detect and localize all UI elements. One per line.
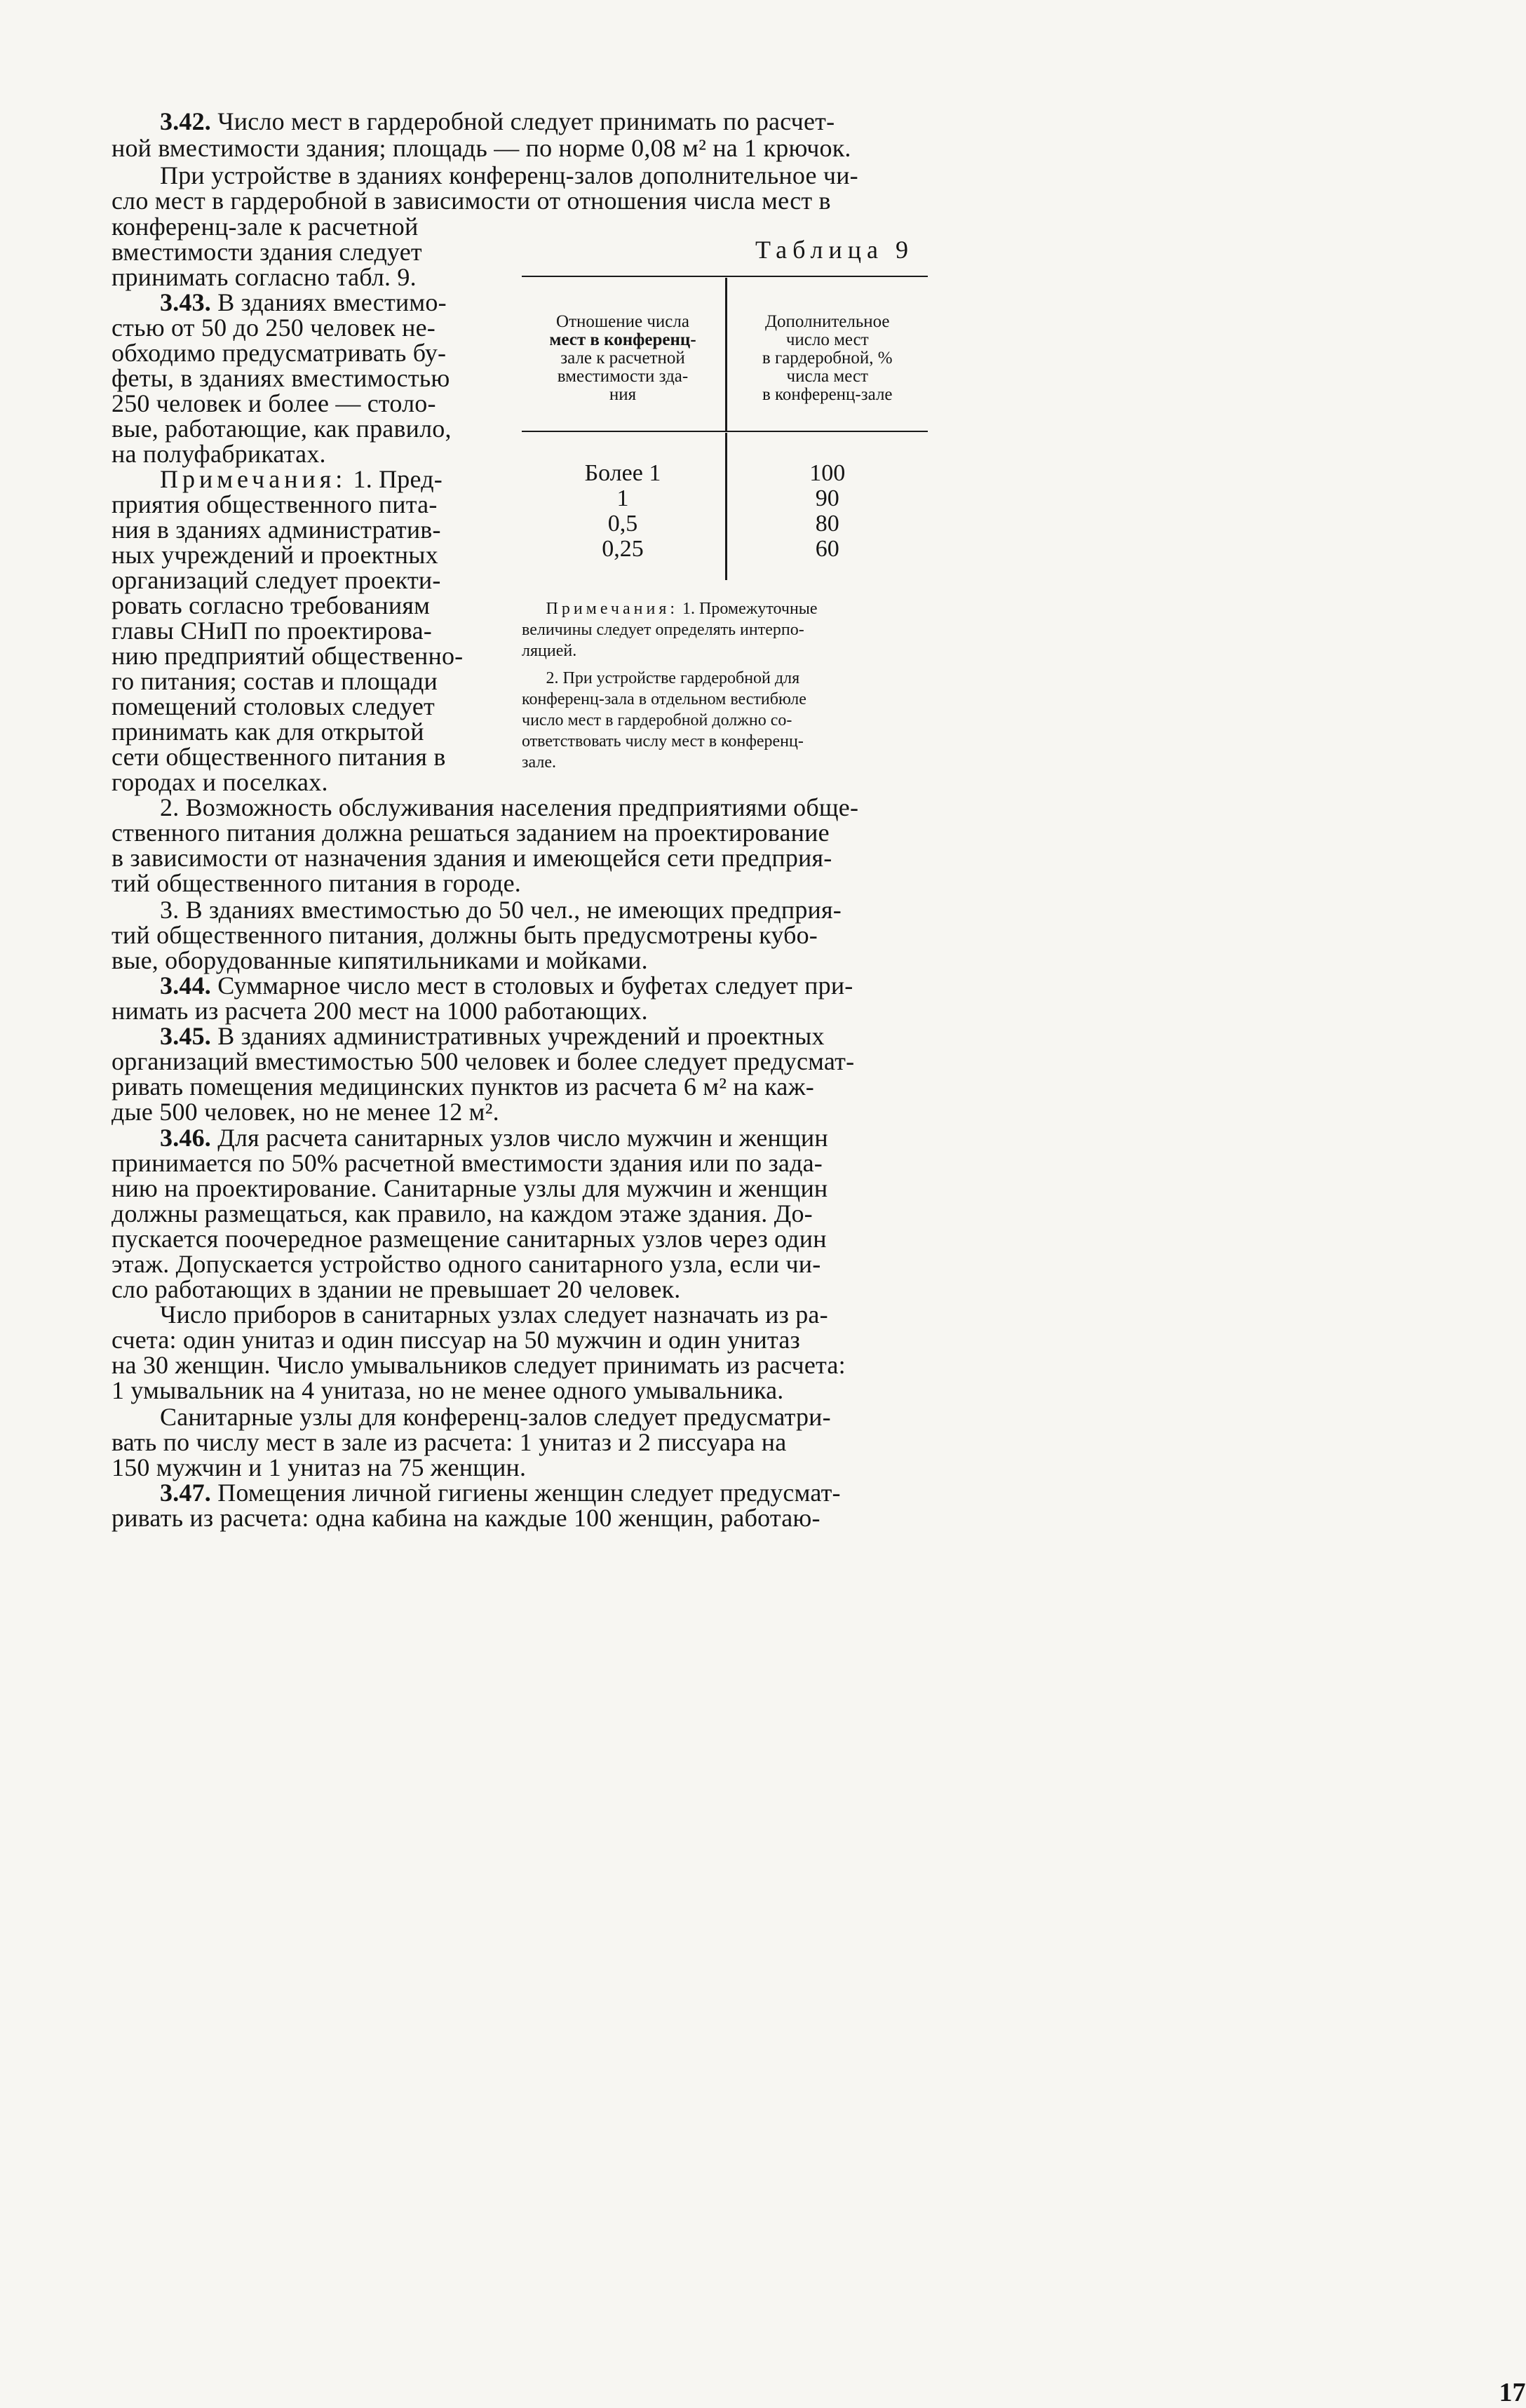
para-conference-line-3: конференц-зале к расчетной xyxy=(112,213,419,241)
para-3-43-line-6: вые, работающие, как правило, xyxy=(112,415,452,443)
para-3-45-line-1: 3.45. В зданиях административных учреждений и проектных xyxy=(160,1021,825,1050)
note-2-line-2: ственного питания должна решаться заданием на проектирование xyxy=(112,819,830,847)
table-row-3-extra: 80 xyxy=(815,511,839,537)
para-3-44-line-2: нимать из расчета 200 мест на 1000 работающих. xyxy=(112,996,648,1025)
para-3-47-line-1: 3.47. Помещения личной гигиены женщин следует предусмат- xyxy=(160,1478,841,1507)
para-3-46-line-6: этаж. Допускается устройство одного санитарного узла, если чи- xyxy=(112,1250,821,1278)
table-note-2-line-1: 2. При устройстве гардеробной для xyxy=(546,669,800,687)
para-3-43-line-7: на полуфабрикатах. xyxy=(112,440,326,468)
para-conference-line-2: сло мест в гардеробной в зависимости от отношения числа мест в xyxy=(112,186,831,215)
table-note-2-line-2: конференц-зала в отдельном вестибюле xyxy=(522,690,806,708)
table-row-1-extra: 100 xyxy=(809,460,846,486)
para-3-46-line-1: 3.46. Для расчета санитарных узлов число мужчин и женщин xyxy=(160,1124,828,1152)
para-devices-line-4: 1 умывальник на 4 унитаза, но не менее одного умывальника. xyxy=(112,1376,784,1404)
para-3-46-line-3: нию на проектирование. Санитарные узлы для мужчин и женщин xyxy=(112,1174,828,1202)
table-top-rule xyxy=(522,276,928,277)
para-3-43-line-4: феты, в зданиях вместимостью xyxy=(112,364,450,392)
table-note-2-line-3: число мест в гардеробной должно со- xyxy=(522,711,792,729)
para-3-46-line-7: сло работающих в здании не превышает 20 человек. xyxy=(112,1275,681,1303)
notes-left-line-1: Примечания: 1. Пред- xyxy=(160,465,443,493)
para-3-47-line-2: ривать из расчета: одна кабина на каждые 100 женщин, работаю- xyxy=(112,1503,821,1532)
para-3-46-line-4: должны размещаться, как правило, на каждом этаже здания. До- xyxy=(112,1199,813,1227)
para-3-42-line-1: 3.42. Число мест в гардеробной следует принимать по расчет- xyxy=(160,107,835,135)
note-3-line-3: вые, оборудованные кипятильниками и мойками. xyxy=(112,946,648,974)
table-note-2-line-4: ответствовать числу мест в конференц- xyxy=(522,732,804,751)
note-2-line-4: тий общественного питания в городе. xyxy=(112,869,521,897)
table-note-1-line-1: Примечания: 1. Промежуточные xyxy=(546,600,818,618)
para-3-46-line-2: принимается по 50% расчетной вместимости здания или по зада- xyxy=(112,1149,823,1177)
table-title: Таблица 9 xyxy=(755,236,914,264)
notes-left-line-12: сети общественного питания в xyxy=(112,743,446,771)
note-3-line-2: тий общественного питания, должны быть предусмотрены кубо- xyxy=(112,920,818,949)
para-conf-line-1: Санитарные узлы для конференц-залов следует предусматри- xyxy=(160,1402,831,1431)
note-2-line-3: в зависимости от назначения здания и имеющейся сети предприя- xyxy=(112,844,832,872)
table-note-2-line-5: зале. xyxy=(522,753,556,772)
para-3-44-line-1: 3.44. Суммарное число мест в столовых и буфетах следует при- xyxy=(160,971,853,1000)
note-3-line-1: 3. В зданиях вместимостью до 50 чел., не имеющих предприя- xyxy=(160,895,842,924)
table-note-1-line-2: величины следует определять интерпо- xyxy=(522,621,804,639)
page-number: 17 xyxy=(1499,2377,1526,2407)
para-devices-line-2: счета: один унитаз и один писсуар на 50 мужчин и один унитаз xyxy=(112,1326,800,1354)
table-col2-header: Дополнительное число мест в гардеробной, % числа мест в конференц-зале xyxy=(762,311,893,404)
para-3-45-line-4: дые 500 человек, но не менее 12 м². xyxy=(112,1097,499,1126)
notes-left-line-5: организаций следует проекти- xyxy=(112,566,441,594)
notes-left-line-6: ровать согласно требованиям xyxy=(112,591,431,619)
table-col1-header: Отношение числа мест в конференц- зале к расчетной вместимости зда- ния xyxy=(549,311,696,404)
para-3-43-line-3: обходимо предусматривать бу- xyxy=(112,339,447,367)
notes-left-line-7: главы СНиП по проектирова- xyxy=(112,617,432,645)
para-3-45-line-3: ривать помещения медицинских пунктов из расчета 6 м² на каж- xyxy=(112,1072,814,1101)
table-note-1-line-3: ляцией. xyxy=(522,642,577,660)
para-3-46-line-5: пускается поочередное размещение санитарных узлов через один xyxy=(112,1225,827,1253)
para-3-43-line-2: стью от 50 до 250 человек не- xyxy=(112,314,435,342)
table-header-rule xyxy=(522,431,928,432)
notes-left-line-2: приятия общественного пита- xyxy=(112,490,438,518)
table-row-3-ratio: 0,5 xyxy=(607,511,638,537)
para-devices-line-3: на 30 женщин. Число умывальников следует принимать из расчета: xyxy=(112,1351,846,1379)
para-conference-line-5: принимать согласно табл. 9. xyxy=(112,263,417,291)
notes-left-line-8: нию предприятий общественно- xyxy=(112,642,464,670)
table-row-2-extra: 90 xyxy=(815,485,839,511)
para-3-43-line-1: 3.43. В зданиях вместимо- xyxy=(160,288,447,316)
para-conference-line-1: При устройстве в зданиях конференц-залов дополнительное чи- xyxy=(160,161,858,189)
table-row-4-ratio: 0,25 xyxy=(602,536,644,562)
notes-left-line-3: ния в зданиях административ- xyxy=(112,516,441,544)
notes-left-line-10: помещений столовых следует xyxy=(112,692,435,720)
notes-left-line-13: городах и поселках. xyxy=(112,768,328,796)
notes-left-line-9: го питания; состав и площади xyxy=(112,667,438,695)
para-conf-line-3: 150 мужчин и 1 унитаз на 75 женщин. xyxy=(112,1453,527,1481)
table-row-2-ratio: 1 xyxy=(616,485,629,511)
note-2-line-1: 2. Возможность обслуживания населения предприятиями обще- xyxy=(160,793,859,821)
para-3-45-line-2: организаций вместимостью 500 человек и более следует предусмат- xyxy=(112,1047,855,1075)
notes-left-line-4: ных учреждений и проектных xyxy=(112,541,438,569)
table-row-4-extra: 60 xyxy=(815,536,839,562)
notes-left-line-11: принимать как для открытой xyxy=(112,718,424,746)
para-devices-line-1: Число приборов в санитарных узлах следует назначать из ра- xyxy=(160,1300,828,1329)
table-row-1-ratio: Более 1 xyxy=(584,460,661,486)
para-3-43-line-5: 250 человек и более — столо- xyxy=(112,389,436,417)
para-3-42-line-2: ной вместимости здания; площадь — по норме 0,08 м² на 1 крючок. xyxy=(112,133,851,162)
para-conference-line-4: вместимости здания следует xyxy=(112,238,422,266)
para-conf-line-2: вать по числу мест в зале из расчета: 1 унитаз и 2 писсуара на xyxy=(112,1427,787,1456)
